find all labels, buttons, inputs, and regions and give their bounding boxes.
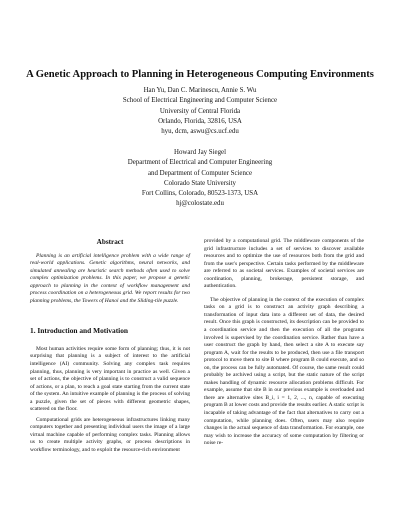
author-affiliations — [0, 86, 400, 210]
body-paragraph: The objective of planning in the context of the execution of complex tasks on a grid is to construct an activity graph describing a transformation of input data into a different set of data, the desired result. Once this graph is constructed, its description can be provided to a coordination service and then the execution of all the programs involved is supervised by the coordination service. Rather than have a user construct the graph by hand, then select a site A to execute say program A, wait for the results to be produced, then use a file transport protocol to move them to site B where program B could execute, and so on, the process can be fully automated. Of course, the same result could probably be archived using a script, but the static nature of the script makes handling of dynamic resource allocation problems difficult. For example, assume that site B in our previous example is overloaded and there are alternative sites B_i, i = 1, 2, ..., n, capable of executing program B at lower costs and provide the results earlier. A static script is incapable of taking advantage of the fact that alternatives to carry out a computation, while planning does. Often, users may also require changes in the actual sequence of data transformation. For example, one may wish to increase the accuracy of some computation by filtering or noise re- — [204, 296, 364, 447]
author-block-gap — [0, 137, 400, 148]
body-paragraph: provided by a computational grid. The middleware components of the grid infrastructure includes a set of services to discover available resources and to optimize the use of resources both from the grid and from the user's perspective. Certain tasks performed by the middleware are referred to as societal services. Examples of societal services are coordination, planning, brokerage, persistent storage, and authentication. — [204, 238, 364, 290]
left-column — [30, 239, 190, 458]
author-email-1: hyu, dcm, aswu@cs.ucf.edu — [161, 128, 239, 136]
author-names-1: Han Yu, Dan C. Marinescu, Annie S. Wu — [143, 87, 257, 94]
body-paragraph: Computational grids are heterogeneous infrastructures linking many computers together and presenting individual users the image of a large virtual machine capable of performing complex tasks. Planning allows us to create multiple activity graphs, or process descriptions in workflow terminology, and to exploit the resource-rich environment — [30, 416, 190, 454]
affiliation-line: Department of Electrical and Computer Engineering — [127, 159, 273, 167]
affiliation-line: University of Central Florida — [159, 107, 241, 115]
affiliation-line: School of Electrical Engineering and Computer Science — [122, 97, 278, 105]
paper-title: A Genetic Approach to Planning in Heterogeneous Computing Environments — [26, 69, 374, 80]
abstract-heading: Abstract — [96, 238, 124, 246]
affiliation-line: Colorado State University — [164, 179, 236, 187]
body-paragraph: Most human activities require some form of planning; thus, it is not surprising that planning is a subject of interest to the artificial intelligence (AI) community. Solving any complex task requires planning, thus, planning is very important in practice as well. Given a set of actions, the objective of planning is to construct a valid sequence of actions, or a plan, to reach a goal state starting from the current state of the system. An intuitive example of planning is the process of solving a puzzle, given the set of pieces with different geometric shapes, scattered on the floor. — [30, 345, 190, 413]
affiliation-line: Fort Collins, Colorado, 80523-1373, USA — [141, 190, 259, 198]
section-heading-introduction: 1. Introduction and Motivation — [30, 326, 129, 336]
affiliation-line: and Department of Computer Science — [147, 169, 253, 177]
abstract-text: Planning is an artificial intelligence problem with a wide range of real-world applications. Genetic algorithms, neural networks, and simulated annealing are heuristic search methods often used to solve complex optimization problems. In this paper, we propose a genetic approach to planning in the context of workflow management and process coordination on a heterogeneous grid. We report results for two planning problems, the Towers of Hanoi and the Sliding-tile puzzle. — [30, 252, 190, 304]
author-names-2: Howard Jay Siegel — [173, 148, 227, 156]
right-column — [204, 238, 364, 454]
affiliation-line: Orlando, Florida, 32816, USA — [158, 117, 242, 125]
author-email-2: hj@colostate.edu — [176, 200, 224, 208]
